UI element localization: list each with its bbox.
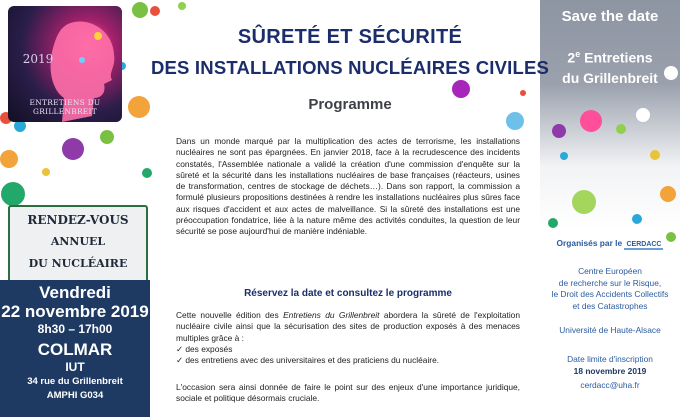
page-subtitle: Programme xyxy=(308,96,392,113)
reserve-heading: Réservez la date et consultez le programme xyxy=(244,288,452,299)
event-city: COLMAR xyxy=(37,340,113,359)
confetti-dot xyxy=(636,108,650,122)
confetti-dot xyxy=(142,168,152,178)
organised-by xyxy=(540,238,680,250)
university-name: Université de Haute-Alsace xyxy=(559,325,661,335)
intro-paragraph: Dans un monde marqué par la multiplication des actes de terrorisme, les installations nucléaires ne sont pas épargnées. En janvier 2018, face à la recrudescence des incidents constatés, l'Assemblée nationale a validé la création d'une commission d'enquête sur la sûreté et la sécurité dans les installations nucléaires de base françaises (réacteurs, usines de transformation, centres de stockage de déchets…). Dans son rapport, la commission a formulé plusieurs propositions destinées à rendre les installations nucléaires plus sûres face aux risques d'accident et aux actes de malveillance. Si la sûreté des installations est une préoccupation fondatrice, liée à la nature même des activités conduites, la question de leur sécurité se pose aujourd'hui de manière indéniable. xyxy=(176,136,520,237)
page-title xyxy=(150,24,550,81)
confetti-dot xyxy=(42,168,50,176)
closing-paragraph: L'occasion sera ainsi donnée de faire le point sur des enjeux d'une importance juridique, sociale et politique désormais cruciale. xyxy=(176,382,520,404)
centre-line-4: et des Catastrophes xyxy=(572,300,648,311)
deadline-date: 18 novembre 2019 xyxy=(573,365,647,376)
confetti-dot xyxy=(572,190,596,214)
event-address: 34 rue du Grillenbreit xyxy=(27,376,123,387)
contact-email-link[interactable]: cerdacc@uha.fr xyxy=(580,380,640,390)
edition-bullet-list xyxy=(176,344,520,367)
rendezvous-line-1: RENDEZ-VOUS xyxy=(27,213,129,227)
entretiens-number: 2 xyxy=(567,49,576,66)
confetti-dot xyxy=(616,124,626,134)
edition-text-after: abordera la sûreté de l'exploitation nucléaire civile ainsi que la sécurisation des sites de production exposés à des menaces multiples grâce à : xyxy=(176,310,520,343)
edition-name: Entretiens du Grillenbreit xyxy=(283,310,380,320)
confetti-dot xyxy=(178,2,186,10)
cerdacc-logo: CERDACC xyxy=(626,241,662,248)
rendezvous-line-3: DU NUCLÉAIRE xyxy=(28,257,128,270)
event-room: AMPHI G034 xyxy=(46,390,104,401)
entretiens-line-1 xyxy=(540,44,680,68)
entretiens-superscript: e xyxy=(575,49,581,59)
event-time: 8h30 – 17h00 xyxy=(37,322,113,336)
centre-line-3: le Droit des Accidents Collectifs xyxy=(551,289,669,299)
save-the-date-label: Save the date xyxy=(561,8,659,25)
confetti-dot xyxy=(150,6,160,16)
rendezvous-line-2: ANNUEL xyxy=(50,235,106,248)
edition-text-before: Cette nouvelle édition des xyxy=(176,310,284,320)
entretiens-heading xyxy=(540,44,680,88)
logo-text: ENTRETIENS DU GRILLENBREIT xyxy=(29,98,101,116)
confetti-dot xyxy=(1,182,25,206)
confetti-dot xyxy=(0,150,18,168)
confetti-dot xyxy=(128,96,150,118)
event-day: Vendredi xyxy=(39,283,111,302)
list-item: ✓ des entretiens avec des universitaires et des praticiens du nucléaire. xyxy=(176,355,520,366)
centre-line-1: Centre Européen xyxy=(578,266,642,276)
title-line-2: DES INSTALLATIONS NUCLÉAIRES CIVILES xyxy=(150,57,550,78)
confetti-dot xyxy=(632,214,642,224)
list-item: ✓ des exposés xyxy=(176,344,520,355)
confetti-dot xyxy=(548,218,558,228)
confetti-dot xyxy=(650,150,660,160)
confetti-dot xyxy=(62,138,84,160)
logo-year: 2019 xyxy=(22,52,54,66)
event-date: 22 novembre 2019 xyxy=(1,302,149,321)
registration-deadline xyxy=(540,354,680,377)
organised-by-label: Organisés par le xyxy=(556,238,623,248)
edition-paragraph xyxy=(176,310,520,366)
event-venue: IUT xyxy=(65,360,85,374)
centre-line-2: de recherche sur le Risque, xyxy=(558,277,662,288)
confetti-dot xyxy=(506,112,524,130)
confetti-dot xyxy=(660,186,676,202)
confetti-dot xyxy=(132,2,148,18)
confetti-dot xyxy=(552,124,566,138)
research-centre-name xyxy=(540,266,680,312)
deadline-label: Date limite d'inscription xyxy=(567,354,653,364)
confetti-dot xyxy=(580,110,602,132)
confetti-dot xyxy=(100,130,114,144)
entretiens-word: Entretiens xyxy=(580,49,653,66)
entretiens-line-2: du Grillenbreit xyxy=(562,69,658,86)
event-details-box xyxy=(0,280,150,417)
title-line-1: SÛRETÉ ET SÉCURITÉ xyxy=(237,26,463,48)
rendezvous-box xyxy=(8,205,148,285)
confetti-dot xyxy=(560,152,568,160)
